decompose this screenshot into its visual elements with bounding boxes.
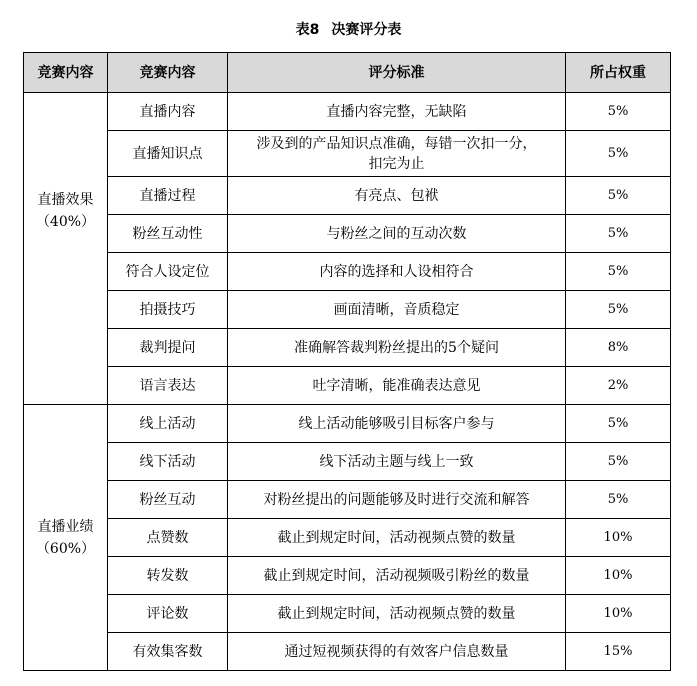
table-row <box>24 367 671 405</box>
weight-cell: 5% <box>566 481 671 519</box>
weight-cell: 10% <box>566 519 671 557</box>
item-cell: 点赞数 <box>108 519 228 557</box>
criteria-cell: 线下活动主题与线上一致 <box>228 443 566 481</box>
table-row <box>24 253 671 291</box>
table-row <box>24 329 671 367</box>
item-cell: 粉丝互动性 <box>108 215 228 253</box>
category-cell <box>24 405 108 671</box>
table-row <box>24 131 671 177</box>
item-cell: 有效集客数 <box>108 633 228 671</box>
criteria-cell: 截止到规定时间，活动视频点赞的数量 <box>228 595 566 633</box>
weight-cell: 2% <box>566 367 671 405</box>
category-weight: （40%） <box>35 213 96 230</box>
weight-cell: 5% <box>566 215 671 253</box>
item-cell: 转发数 <box>108 557 228 595</box>
header-category: 竞赛内容 <box>24 53 108 93</box>
weight-cell: 5% <box>566 253 671 291</box>
criteria-cell: 线上活动能够吸引目标客户参与 <box>228 405 566 443</box>
item-cell: 语言表达 <box>108 367 228 405</box>
criteria-cell: 直播内容完整，无缺陷 <box>228 93 566 131</box>
weight-cell: 8% <box>566 329 671 367</box>
table-title-text: 决赛评分表 <box>331 22 402 38</box>
weight-cell: 5% <box>566 405 671 443</box>
criteria-cell: 通过短视频获得的有效客户信息数量 <box>228 633 566 671</box>
criteria-cell <box>228 131 566 177</box>
table-row <box>24 405 671 443</box>
category-weight: （60%） <box>35 540 96 557</box>
category-name: 直播效果 <box>37 191 94 208</box>
header-criteria: 评分标准 <box>228 53 566 93</box>
item-cell: 符合人设定位 <box>108 253 228 291</box>
item-cell: 线下活动 <box>108 443 228 481</box>
item-cell: 直播过程 <box>108 177 228 215</box>
category-name: 直播业绩 <box>37 518 94 535</box>
table-row <box>24 519 671 557</box>
category-cell <box>24 93 108 329</box>
item-cell: 评论数 <box>108 595 228 633</box>
header-row <box>24 53 671 93</box>
criteria-cell: 对粉丝提出的问题能够及时进行交流和解答 <box>228 481 566 519</box>
table-row <box>24 595 671 633</box>
item-cell: 直播内容 <box>108 93 228 131</box>
table-row <box>24 481 671 519</box>
weight-cell: 15% <box>566 633 671 671</box>
weight-cell: 10% <box>566 595 671 633</box>
table-row <box>24 177 671 215</box>
item-cell: 线上活动 <box>108 405 228 443</box>
item-cell: 粉丝互动 <box>108 481 228 519</box>
scoring-table <box>23 52 671 671</box>
weight-cell: 5% <box>566 291 671 329</box>
table-row <box>24 93 671 131</box>
table-row <box>24 215 671 253</box>
criteria-cell: 画面清晰，音质稳定 <box>228 291 566 329</box>
weight-cell: 5% <box>566 131 671 177</box>
weight-cell: 5% <box>566 177 671 215</box>
criteria-line-2: 扣完为止 <box>368 155 425 172</box>
weight-cell: 10% <box>566 557 671 595</box>
table-row <box>24 633 671 671</box>
criteria-cell: 有亮点、包袱 <box>228 177 566 215</box>
criteria-cell: 截止到规定时间，活动视频点赞的数量 <box>228 519 566 557</box>
item-cell: 拍摄技巧 <box>108 291 228 329</box>
header-item: 竞赛内容 <box>108 53 228 93</box>
category-cell-continued <box>24 329 108 405</box>
table-row <box>24 557 671 595</box>
item-cell: 直播知识点 <box>108 131 228 177</box>
table-title <box>0 20 697 40</box>
criteria-cell: 截止到规定时间，活动视频吸引粉丝的数量 <box>228 557 566 595</box>
criteria-cell: 内容的选择和人设相符合 <box>228 253 566 291</box>
header-weight: 所占权重 <box>566 53 671 93</box>
criteria-line-1: 涉及到的产品知识点准确，每错一次扣一分， <box>256 135 537 152</box>
weight-cell: 5% <box>566 443 671 481</box>
weight-cell: 5% <box>566 93 671 131</box>
table-row <box>24 443 671 481</box>
table-row <box>24 291 671 329</box>
item-cell: 裁判提问 <box>108 329 228 367</box>
criteria-cell: 准确解答裁判粉丝提出的5个疑问 <box>228 329 566 367</box>
criteria-cell: 与粉丝之间的互动次数 <box>228 215 566 253</box>
criteria-cell: 吐字清晰，能准确表达意见 <box>228 367 566 405</box>
table-number: 表8 <box>295 22 320 38</box>
